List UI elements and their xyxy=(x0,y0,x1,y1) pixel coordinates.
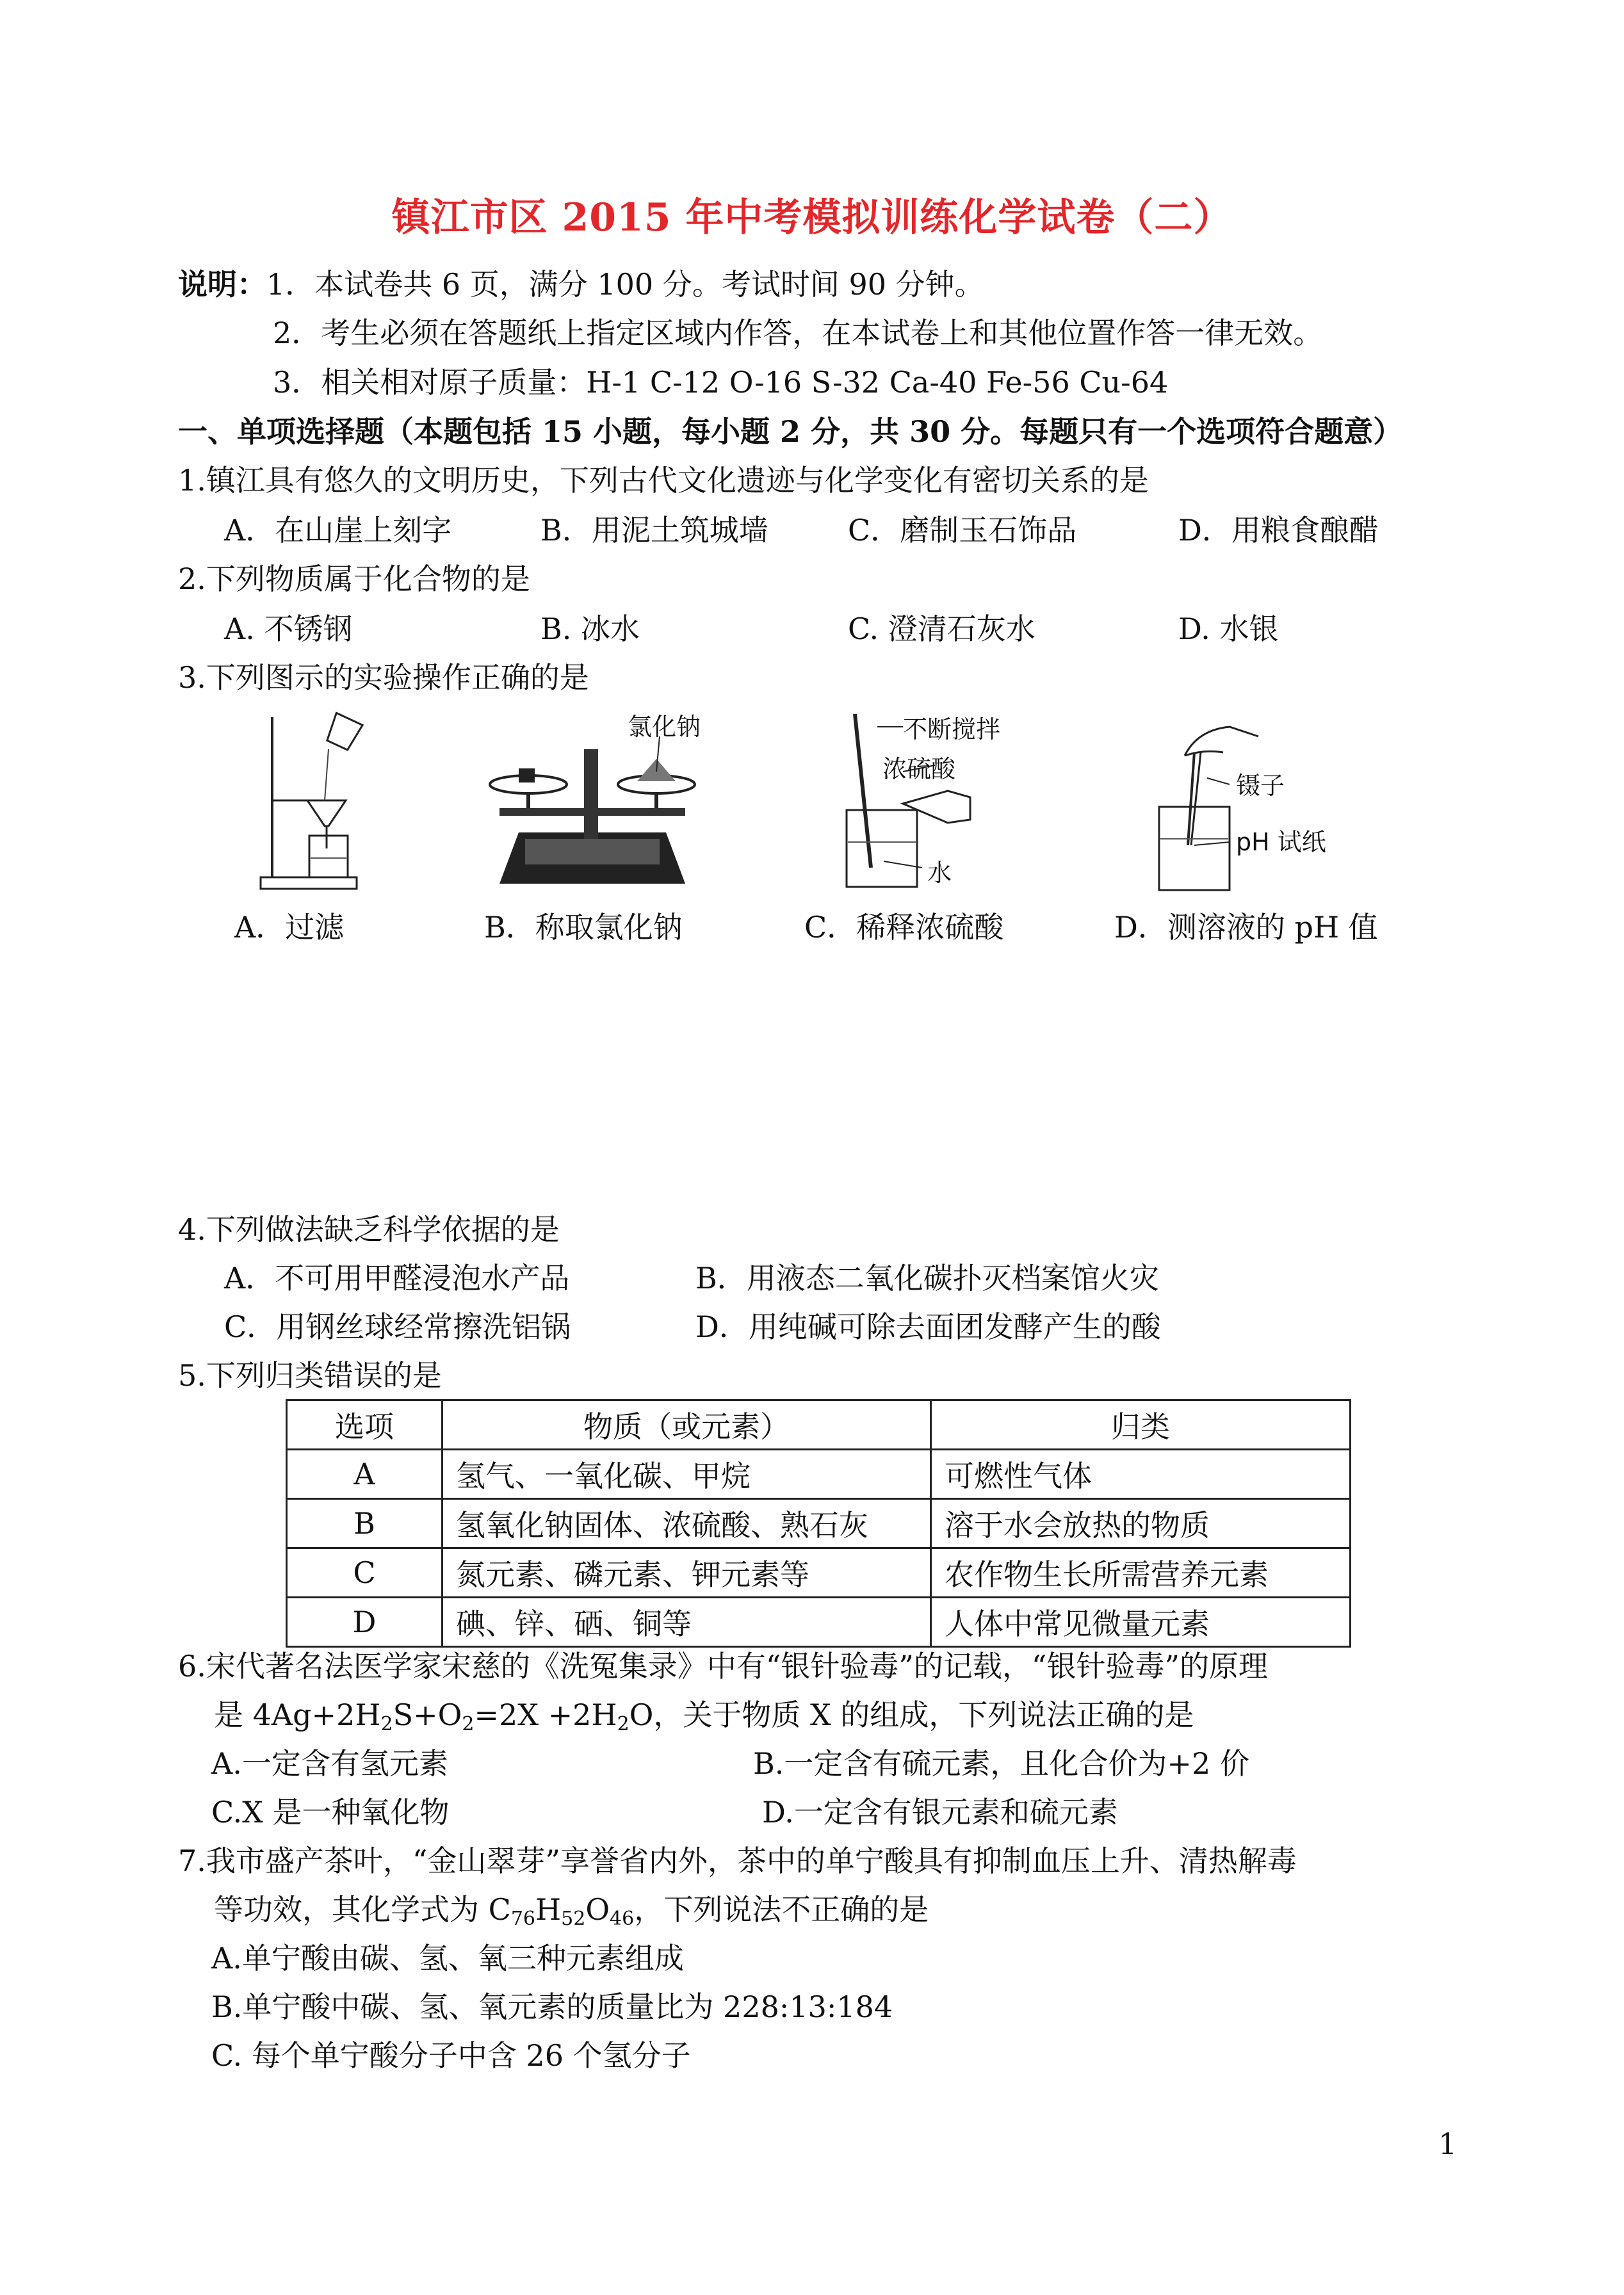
filtration-figure xyxy=(253,704,365,896)
q5-stem: 5.下列归类错误的是 xyxy=(178,1358,442,1393)
q4-option-c: C．用钢丝球经常擦洗铝锅 xyxy=(224,1310,571,1344)
q7-formula-part-1: 等功效，其化学式为 C xyxy=(214,1892,511,1927)
q6-option-b: B.一定含有硫元素，且化合价为+2 价 xyxy=(753,1746,1249,1781)
header-option: 选项 xyxy=(287,1400,443,1450)
q2-option-d: D. 水银 xyxy=(1178,612,1279,646)
note-item-2: 2．考生必须在答题纸上指定区域内作答，在本试卷上和其他位置作答一律无效。 xyxy=(273,316,1323,350)
row-b-option: B xyxy=(287,1499,443,1548)
table-header-row xyxy=(287,1400,1351,1450)
q7-formula-part-3: O xyxy=(585,1892,610,1927)
q7-option-c: C. 每个单宁酸分子中含 26 个氢分子 xyxy=(211,2038,691,2073)
q2-option-b: B. 冰水 xyxy=(540,612,640,646)
ph-test-figure xyxy=(1146,717,1274,896)
subscript: 2 xyxy=(617,1713,629,1735)
q6-option-a: A.一定含有氢元素 xyxy=(211,1746,448,1781)
table-row xyxy=(287,1548,1351,1598)
q7-option-b: B.单宁酸中碳、氢、氧元素的质量比为 228:13:184 xyxy=(211,1990,893,2024)
notes-heading: 说明： xyxy=(178,267,266,302)
subscript: 2 xyxy=(380,1713,393,1735)
subscript: 2 xyxy=(462,1713,475,1735)
header-category: 归类 xyxy=(931,1400,1351,1450)
label-tweezers: 镊子 xyxy=(1236,772,1285,800)
q3-stem: 3.下列图示的实验操作正确的是 xyxy=(178,660,589,695)
subscript: 52 xyxy=(561,1908,586,1930)
row-d-category: 人体中常见微量元素 xyxy=(931,1598,1351,1647)
note-item-3: 3．相关相对原子质量：H-1 C-12 O-16 S-32 Ca-40 Fe-56 Cu-64 xyxy=(273,365,1169,400)
q2-option-a: A. 不锈钢 xyxy=(224,612,353,646)
q6-option-d: D.一定含有银元素和硫元素 xyxy=(762,1795,1118,1829)
section-heading: 一、单项选择题（本题包括 15 小题，每小题 2 分，共 30 分。每题只有一个选项符合题意） xyxy=(178,414,1403,449)
subscript: 76 xyxy=(510,1908,536,1930)
q6-eq-part-1: 是 4Ag+2H xyxy=(214,1698,381,1732)
q7-stem-line2 xyxy=(214,1890,929,1929)
q7-option-a: A.单宁酸由碳、氢、氧三种元素组成 xyxy=(211,1941,684,1975)
label-sodium-chloride: 氯化钠 xyxy=(628,713,701,741)
label-conc-sulfuric-acid: 浓硫酸 xyxy=(882,755,956,783)
table-row xyxy=(287,1450,1351,1499)
label-water: 水 xyxy=(927,859,952,887)
q7-stem-line1: 7.我市盛产茶叶，“金山翠芽”享誉省内外，茶中的单宁酸具有抑制血压上升、清热解毒 xyxy=(178,1844,1297,1878)
q3-option-d: D．测溶液的 pH 值 xyxy=(1114,910,1378,945)
q4-option-b: B．用液态二氧化碳扑灭档案馆火灾 xyxy=(695,1261,1159,1295)
q3-option-a: A．过滤 xyxy=(234,910,345,945)
q4-option-d: D．用纯碱可除去面团发酵产生的酸 xyxy=(695,1310,1161,1344)
q3-option-b: B．称取氯化钠 xyxy=(484,910,683,945)
label-keep-stirring: 不断搅拌 xyxy=(903,715,1001,743)
row-a-substance: 氢气、一氧化碳、甲烷 xyxy=(443,1450,931,1499)
q1-option-a: A．在山崖上刻字 xyxy=(224,513,452,547)
q2-option-c: C. 澄清石灰水 xyxy=(848,612,1035,646)
q6-eq-part-4: O，关于物质 X 的组成，下列说法正确的是 xyxy=(629,1698,1194,1732)
q6-stem-line1: 6.宋代著名法医学家宋慈的《洗冤集录》中有“银针验毒”的记载，“银针验毒”的原理 xyxy=(178,1649,1268,1683)
q3-option-c: C．稀释浓硫酸 xyxy=(804,910,1004,945)
row-c-category: 农作物生长所需营养元素 xyxy=(931,1548,1351,1598)
classification-table xyxy=(286,1399,1351,1648)
row-d-substance: 碘、锌、硒、铜等 xyxy=(443,1598,931,1647)
page-number: 1 xyxy=(1438,2127,1458,2161)
row-c-substance: 氮元素、磷元素、钾元素等 xyxy=(443,1548,931,1598)
q7-formula-part-4: ，下列说法不正确的是 xyxy=(634,1892,929,1927)
row-b-substance: 氢氧化钠固体、浓硫酸、熟石灰 xyxy=(443,1499,931,1548)
notes-block xyxy=(178,265,984,304)
row-c-option: C xyxy=(287,1548,443,1598)
q1-option-b: B．用泥土筑城墙 xyxy=(540,513,768,547)
row-b-category: 溶于水会放热的物质 xyxy=(931,1499,1351,1548)
page-title: 镇江市区 2015 年中考模拟训练化学试卷（二） xyxy=(391,195,1233,240)
table-row xyxy=(287,1598,1351,1647)
q6-stem-line2 xyxy=(214,1696,1194,1734)
header-substance: 物质（或元素） xyxy=(443,1400,931,1450)
subscript: 46 xyxy=(610,1908,635,1930)
q2-stem: 2.下列物质属于化合物的是 xyxy=(178,562,530,596)
label-ph-paper: pH 试纸 xyxy=(1236,828,1326,856)
q1-option-d: D．用粮食酿醋 xyxy=(1178,513,1379,547)
q1-stem: 1.镇江具有悠久的文明历史，下列古代文化遗迹与化学变化有密切关系的是 xyxy=(178,463,1149,498)
balance-figure xyxy=(474,724,711,890)
q6-eq-part-3: =2X +2H xyxy=(474,1698,617,1732)
q4-stem: 4.下列做法缺乏科学依据的是 xyxy=(178,1212,560,1247)
row-a-option: A xyxy=(287,1450,443,1499)
leader-line-sodium-chloride xyxy=(647,736,672,775)
q4-option-a: A．不可用甲醛浸泡水产品 xyxy=(224,1261,570,1295)
q6-eq-part-2: S+O xyxy=(393,1698,462,1732)
note-item-1: 1．本试卷共 6 页，满分 100 分。考试时间 90 分钟。 xyxy=(266,267,984,302)
table-row xyxy=(287,1499,1351,1548)
q6-option-c: C.X 是一种氧化物 xyxy=(211,1795,450,1829)
q1-option-c: C．磨制玉石饰品 xyxy=(848,513,1077,547)
row-d-option: D xyxy=(287,1598,443,1647)
q7-formula-part-2: H xyxy=(535,1892,562,1927)
row-a-category: 可燃性气体 xyxy=(931,1450,1351,1499)
